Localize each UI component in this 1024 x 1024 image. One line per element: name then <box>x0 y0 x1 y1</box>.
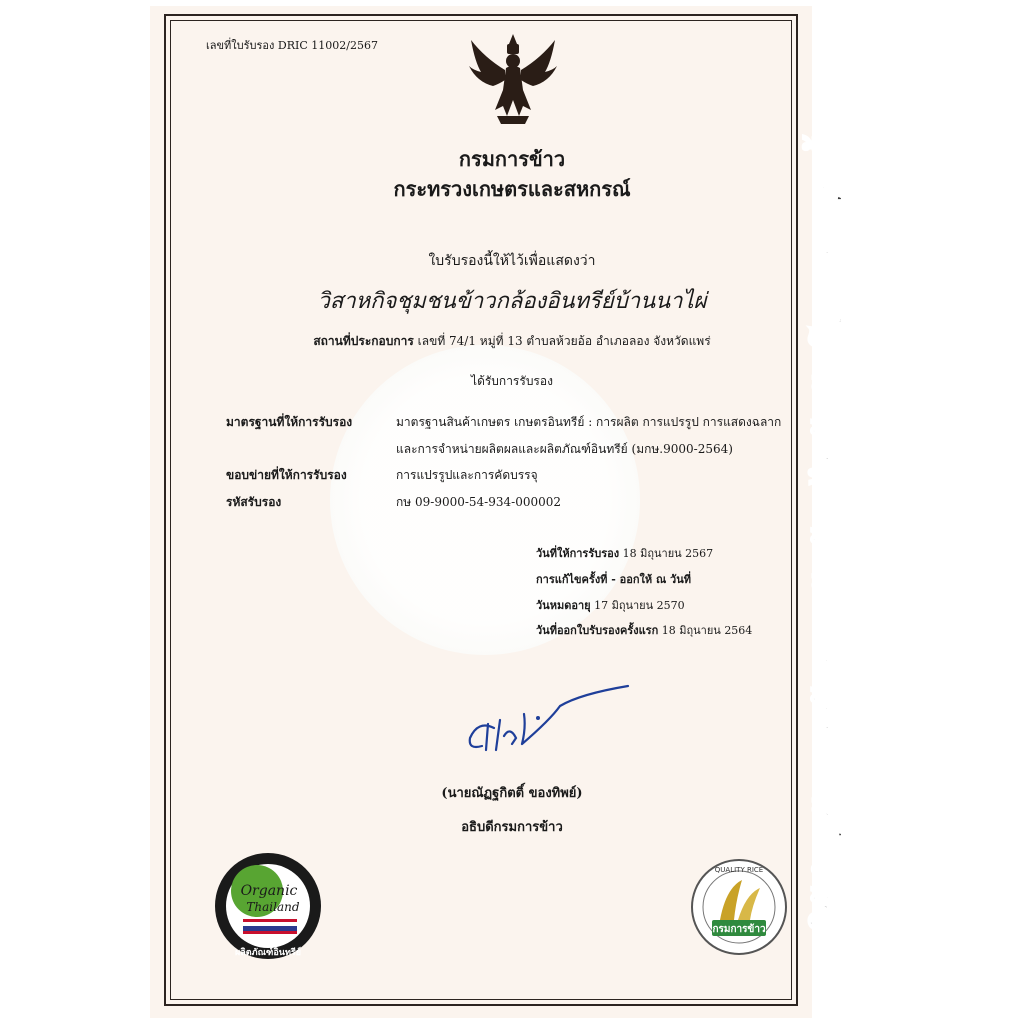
director-signature <box>460 680 640 760</box>
organic-thailand-logo <box>213 851 323 961</box>
rice-logo-ring: QUALITY RICE <box>714 866 764 874</box>
side-note-text: ใช้สำหรับการข้อขายกับบ้านไร่ต้นฝันโดยตรงเท่านั้น <box>808 110 852 930</box>
signer-position: อธิบดีกรมการข้าว <box>461 820 563 835</box>
first-issue-date-line <box>536 621 752 639</box>
signer-name: (นายณัฏฐกิตติ์ ของทิพย์) <box>441 786 583 801</box>
certified-text: ได้รับการรับรอง <box>471 374 553 388</box>
flag-stripe-white <box>243 923 297 926</box>
department-title: กรมการข้าว <box>458 147 566 171</box>
issue-date-line <box>536 544 713 562</box>
issue-date-value: 18 มิถุนายน 2567 <box>622 547 714 560</box>
code-value: กษ 09-9000-54-934-000002 <box>396 495 561 509</box>
revision-label: การแก้ไขครั้งที่ - ออกให้ ณ วันที่ <box>536 573 691 586</box>
scope-label: ขอบข่ายที่ให้การรับรอง <box>226 468 347 482</box>
standard-label: มาตรฐานที่ให้การรับรอง <box>226 415 353 429</box>
rice-logo-name: กรมการข้าว <box>712 924 766 935</box>
first-issue-date-value: 18 มิถุนายน 2564 <box>661 624 753 637</box>
garuda-emblem-icon <box>463 28 563 128</box>
organic-logo-ring: ผลิตภัณฑ์อินทรีย์ <box>235 948 301 958</box>
flag-stripe-red-2 <box>243 931 297 934</box>
location-line <box>0 332 1024 351</box>
issue-date-label: วันที่ให้การรับรอง <box>536 547 620 560</box>
first-issue-date-label: วันที่ออกใบรับรองครั้งแรก <box>536 624 659 637</box>
intro-text: ใบรับรองนี้ให้ไว้เพื่อแสดงว่า <box>428 253 596 269</box>
standard-value-line1: มาตรฐานสินค้าเกษตร เกษตรอินทรีย์ : การผลิต การแปรรูป การแสดงฉลาก <box>396 415 782 429</box>
side-watermark-note <box>790 40 870 1000</box>
location-label: สถานที่ประกอบการ <box>313 334 414 348</box>
ministry-title: กระทรวงเกษตรและสหกรณ์ <box>393 177 631 201</box>
flag-stripe-blue <box>243 926 297 931</box>
location-value: เลขที่ 74/1 หมู่ที่ 13 ตำบลห้วยอ้อ อำเภอลอง จังหวัดแพร่ <box>417 334 711 348</box>
organic-logo-line1: Organic <box>240 883 298 899</box>
scope-value: การแปรรูปและการคัดบรรจุ <box>396 468 538 482</box>
flag-stripe-red <box>243 919 297 922</box>
code-label: รหัสรับรอง <box>226 495 282 509</box>
expiry-date-label: วันหมดอายุ <box>536 599 591 612</box>
revision-line <box>536 570 691 588</box>
expiry-date-value: 17 มิถุนายน 2570 <box>594 599 685 612</box>
certificate-number: เลขที่ใบรับรอง DRIC 11002/2567 <box>206 39 378 52</box>
expiry-date-line <box>536 596 685 614</box>
organic-logo-line2: Thailand <box>246 900 300 914</box>
certificate-holder: วิสาหกิจชุมชนข้าวกล้องอินทรีย์บ้านนาไผ่ <box>317 289 707 314</box>
standard-value-line2: และการจำหน่ายผลิตผลและผลิตภัณฑ์อินทรีย์ (มกษ.9000-2564) <box>396 442 733 456</box>
quality-rice-logo <box>690 858 788 956</box>
